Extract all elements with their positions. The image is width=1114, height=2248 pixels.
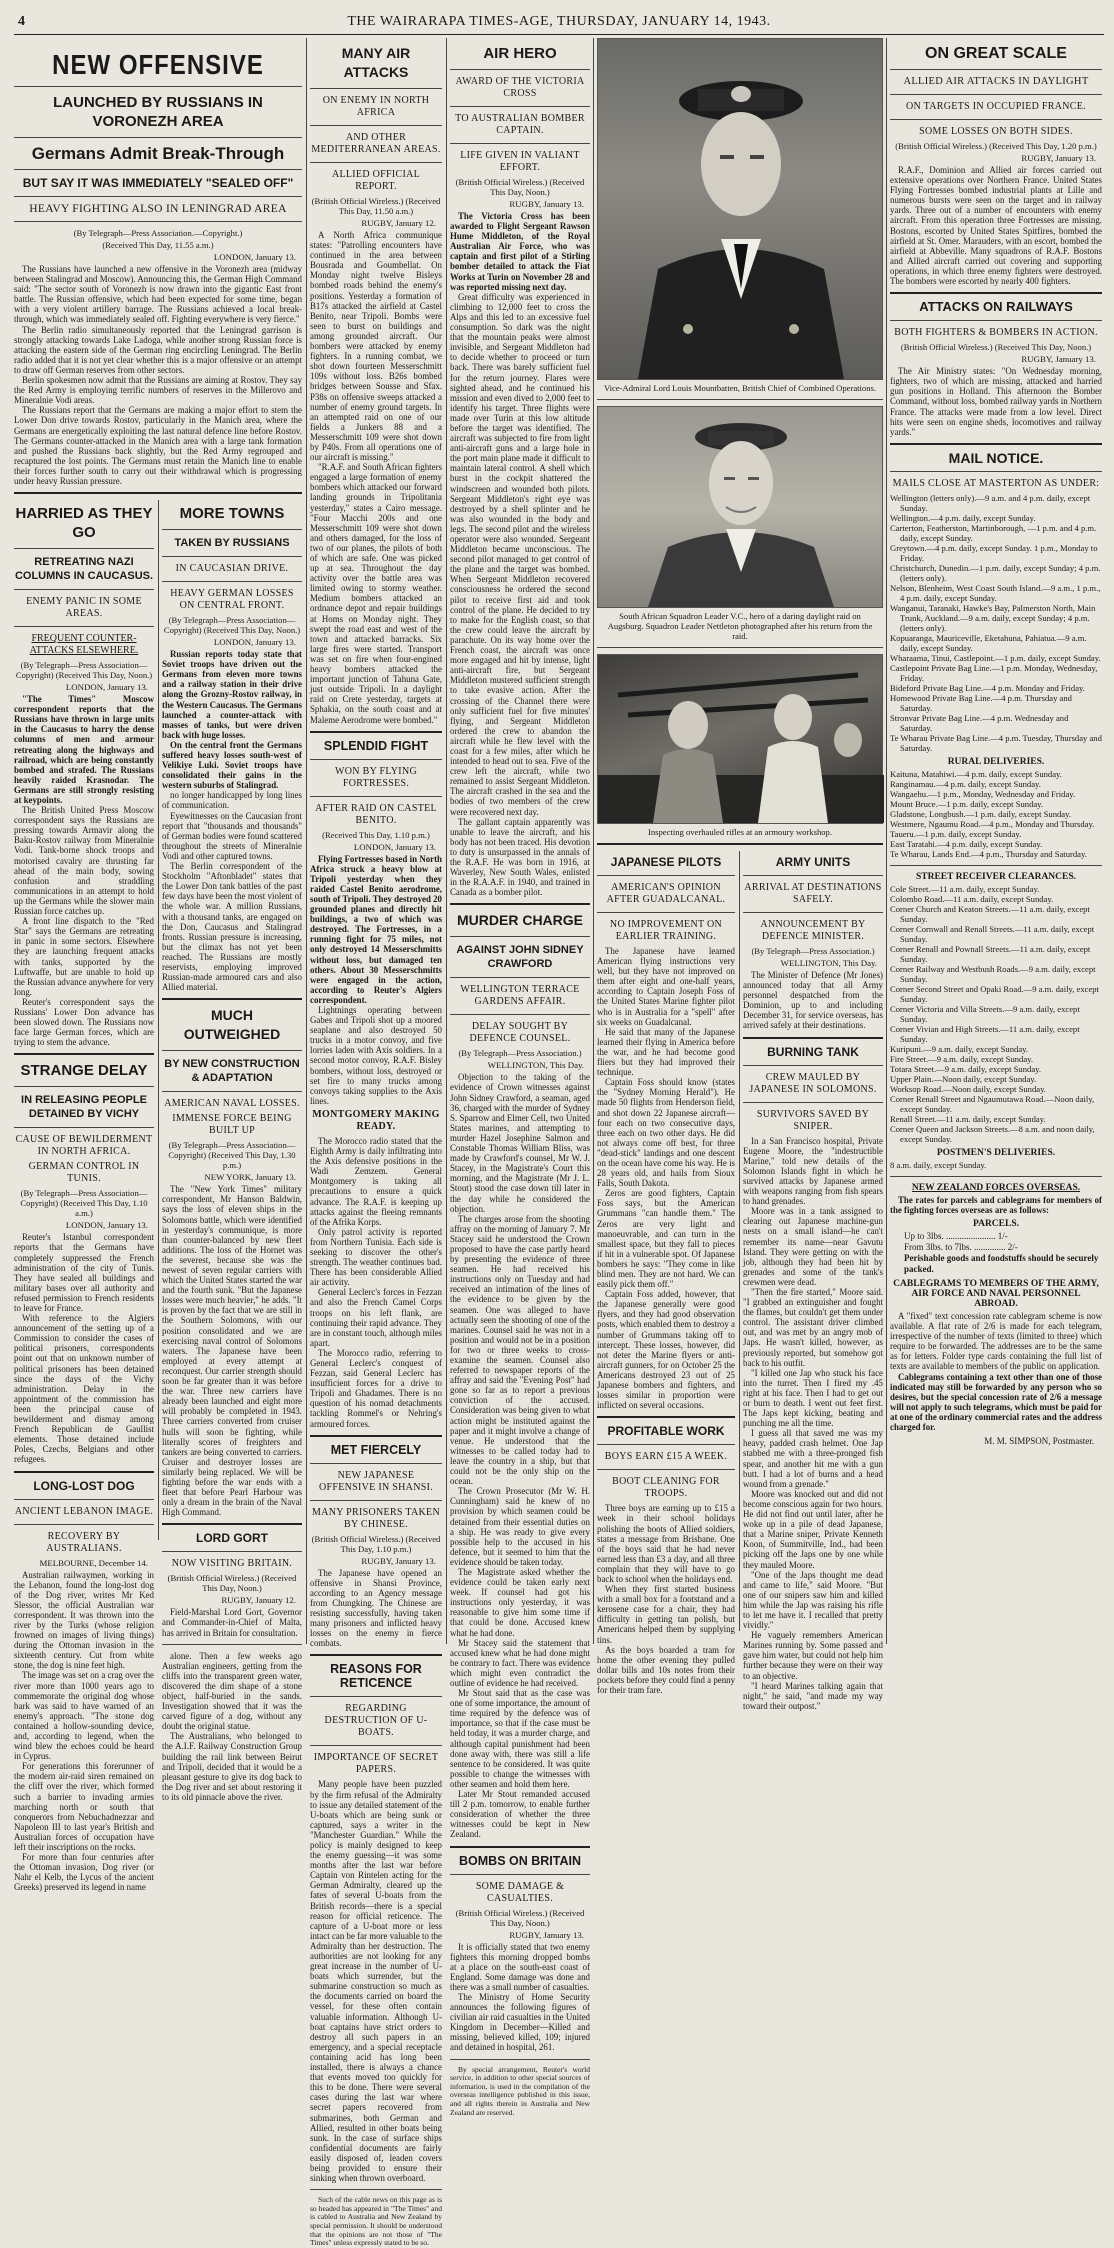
towns-paragraph: Russian reports today state that Soviet troops have driven out the Germans from eleven more towns and a railway station in their drive along the Grozny-Rostov railway, in the Western Caucasus. The Germans launched a counter-attack with masses of tanks, but were driven back with huge losses. (162, 649, 302, 740)
lead-dateline: LONDON, January 13. (213, 252, 296, 262)
harried-paragraph: "The Times" Moscow correspondent reports that the Russians have thrown in large units in the Caucasus to harry the dense columns of men and armour retreating along the highways and railroad, which are being constantly bombed and strafed. The Russians heavily raided Krasnodar. The Germans are still strongly resisting at keypoints. (14, 694, 154, 805)
street-entry: Corner Railway and Westbush Roads.—9 a.m. daily, except Sunday. (890, 963, 1096, 984)
burning-tank-paragraph: Moore was knocked out and did not become conscious again for two hours. He did not find out until later, after he woke up in a pile of dead Japanese, that a Marine sniper, Private Kenneth Koon, of Summitville, Ind., had been picking off the Japs one by one while they mauled Moore. (743, 1488, 883, 1570)
met-fiercely-dateline: RUGBY, January 13. (361, 1555, 436, 1566)
cable-paragraph: Cablegrams containing a text other than one of those indicated may still be forwarded by any person who so desires, but the special concession rate of 2/6 a message will not apply to such telegrams, which must be paid for at one of the ordinary commercial rates and the address charged for. (890, 1371, 1102, 1432)
lead-paragraph: The Berlin radio simultaneously reported that the Leningrad garrison is strongly attacking towards Lake Ladoga, while another strong Russian force is attacking the eastern side of the German ring encircling Leningrad. The Berlin radio added that it is not yet clear whether this is a major offensive or an attempt to draw off German reserves from other sectors. (14, 324, 302, 375)
murder-paragraph: Later Mr Stout remanded accused till 2 p.m. tomorrow, to enable further consideration of whether the three witnesses could be kept in New Zealand. (450, 1789, 590, 1840)
mail-entry: Te Wharau Private Bag Line.—4 p.m. Tuesday, Thursday and Saturday. (890, 732, 1102, 753)
lead-credit: (By Telegraph—Press Association.—Copyright.) (73, 228, 243, 238)
street-entry: Cole Street.—11 a.m. daily, except Sunday. (890, 883, 1040, 894)
air-attacks-paragraph: A North Africa communique states: "Patrolling encounters have continued in the area between Bousrada and Goumbellat. On Monday night twelve Bisleys bombed roads behind the enemy's positions. Yesterday a formation of B17s attacked the airfield at Castel Benito, near Tripoli. Bombs were seen to burst on buildings and among grounded aircraft. Our bombers were attacked by enemy fighters. In a running combat, we shot down fourteen Messerschmitt 109s without loss. B26s bombed bridges between Sousse and Sfax. P38s on offensive sweeps attacked a number of enemy ground targets. In an attempted raid on one of our fields a Junkers 88 and a Messerschmitt 109 were shot down by P40s. From all operations one of our aircraft is missing." (310, 230, 442, 463)
strange-delay-article (14, 1061, 154, 1464)
lead-received: (Received This Day, 11.55 a.m.) (102, 240, 214, 250)
rural-entry: Westmere, Ngaumu Road.—4 p.m., Monday and Thursday. (890, 818, 1095, 829)
harried-deck-2: ENEMY PANIC IN SOME AREAS. (26, 596, 142, 620)
lead-deck-2: Germans Admit Break-Through (31, 144, 285, 163)
railways-deck-1: BOTH FIGHTERS & BOMBERS IN ACTION. (894, 327, 1098, 339)
outweighed-dateline: NEW YORK, January 13. (204, 1172, 296, 1183)
railways-credit: (British Official Wireless.) (Received This Day, Noon.) (900, 342, 1092, 353)
towns-cont-paragraph: no longer handicapped by long lines of communication. (162, 790, 302, 811)
air-attacks-deck-2: AND OTHER MEDITERRANEAN AREAS. (311, 132, 441, 155)
street-entry: Corner Church and Keaton Streets.—11 a.m. daily, except Sunday. (890, 903, 1090, 924)
mail-entry: Homewood Private Bag Line.—4 p.m. Thursday and Saturday. (890, 692, 1072, 713)
great-scale-headline: ON GREAT SCALE (925, 45, 1067, 62)
bombs-footnote: By special arrangement, Reuter's world service, in addition to other special sources of information, is used in the compilation of the overseas intelligence published in this issue, and all rights therein in Australia and New Zealand are reserved. (450, 2064, 590, 2117)
rural-entry: Te Wharau, Lands End.—4 p.m., Thursday and Saturday. (890, 848, 1087, 859)
air-hero-credit: (British Official Wireless.) (Received This Day, Noon.) (455, 177, 585, 197)
mail-entry: Wellington (letters only).—9 a.m. and 4 p.m. daily, except Sunday. (890, 492, 1091, 513)
murder-dateline: WELLINGTON, This Day. (487, 1060, 584, 1071)
towns-deck-2: IN CAUCASIAN DRIVE. (175, 563, 289, 575)
murder-paragraph: The charges arose from the shooting affray on the morning of January 7. Mr Stacey said he understood the Crown proposed to have the case partly heard by presenting the evidence of three seamen. He had received his instructions only on Tuesday and had received an intimation of the lines of the evidence to be given by the seamen. One was alleged to have actually seen the shooting of one of the marines. Counsel said he was not in a position and would not be in a position for two or three weeks to cross-examine the seamen. Counsel also referred to newspaper reports of the affray and said the "Evening Post" had gone so far as to report a previous conviction of the accused. Consideration was being given to what action might be instituted against the paper and it might involve a change of venue. He understood that the witnesses to be called today had to leave the country in a ship, but that could not be the only ship on the ocean. (450, 1213, 590, 1487)
burning-tank-paragraph: "I killed one Jap who stuck his face into the turret. Then I fired my .45 right at his face. Then I had to get out or burn to death. I went out feet first. The Japs kept kicking, beating and punching me all the time. (743, 1367, 883, 1429)
splendid-paragraph-2: General Leclerc's forces in Fezzan and also the French Camel Corps troops on his left flank, are continuing their rapid advance. They are in constant touch, although miles apart. (310, 1287, 442, 1348)
reticence-deck-2: IMPORTANCE OF SECRET PAPERS. (313, 1752, 439, 1776)
army-units-paragraph: The Minister of Defence (Mr Jones) announced today that all Army personnel despatched from the Dominion, up to and including December 31, for service overseas, has arrived safely at their destinations. (743, 970, 883, 1031)
burning-tank-paragraph: He vaguely remembers American Marines running by. Some passed and gave him water, but could not help him further because they were on their way to an objective. (743, 1630, 883, 1681)
rural-entry: East Taratahi.—4 p.m. daily, except Sunday. (890, 838, 1043, 849)
bombs-dateline: RUGBY, January 13. (509, 1929, 584, 1940)
murder-article (450, 911, 590, 1839)
strange-delay-paragraph: With reference to the Algiers announcement of the setting up of a Commission to consider the cases of political prisoners, correspondents point out that on unknown number of political prisoners has been detained since the days of the Vichy administration. Delay in the appointment of the commission has been the principal cause of bewilderment and dismay among French Republican de Gaullist elements. Those detained include Poles, Czechs, Belgians and other refugees. (14, 1313, 154, 1465)
photo-subcolumn-b (743, 851, 883, 1711)
rural-entry: Ranginamau.—4 p.m. daily, except Sunday. (890, 778, 1041, 789)
splendid-paragraph-2: Only patrol activity is reported from Northern Tunisia. Each side is seeking to discover the other's strength. The weather continues bad. There has been considerable Allied air activity. (310, 1226, 442, 1288)
column-rule (446, 38, 447, 1644)
great-scale-deck-2: ON TARGETS IN OCCUPIED FRANCE. (906, 101, 1086, 112)
street-entry: Fire Street.—9 a.m. daily, except Sunday. (890, 1053, 1034, 1064)
dog-paragraph: For generations this forerunner of the modern air-raid siren remained on the cliff over the river, which formed such a barrier to invading armies marching north or south that conquerors from Nebuchadnezzar and Napoleon III to last year's British and Australian forces of occupation have left their inscriptions on the rocks. (14, 1761, 154, 1853)
air-hero-paragraph: The gallant captain apparently was unable to leave the aircraft, and his body has not been traced. His devotion to duty is unsurpassed in the annals of the R.A.F. He was born in 1916, at Waverley, New South Wales, enlisted in the R.A.A.F. in 1940, and trained in Canada as a bomber pilot. (450, 816, 590, 898)
harried-article (14, 504, 154, 1047)
street-entry: Corner Victoria and Villa Streets.—9 a.m. daily, except Sunday. (890, 1003, 1080, 1024)
japanese-pilots-headline: JAPANESE PILOTS (610, 855, 722, 869)
strange-delay-deck-1: IN RELEASING PEOPLE DETAINED BY VICHY (21, 1094, 147, 1121)
reticence-headline: REASONS FOR RETICENCE (330, 1662, 422, 1691)
cable-paragraph: A "fixed" text concession rate cablegram scheme is now available. A flat rate of 2/6 is made for each telegram, irrespective of the number of texts (limited to three) which require to be forwarded. The addresses are to be the same as for letters. Folder type cards containing the full list of texts are available to members of the public on application. (890, 1310, 1102, 1372)
bombs-credit: (British Official Wireless.) (Received This Day, Noon.) (455, 1907, 585, 1928)
gort-paragraph: Field-Marshal Lord Gort, Governor and Commander-in-Chief of Malta, has arrived in Britain for consultation. (162, 1607, 302, 1638)
murder-deck-1: AGAINST JOHN SIDNEY CRAWFORD (456, 944, 584, 971)
army-units-credit: (By Telegraph—Press Association.) (751, 946, 875, 956)
mail-entry: Christchurch, Dunedin.—1 p.m. daily, except Sunday; 4 p.m. (letters only). (890, 562, 1101, 583)
masthead (14, 12, 1104, 35)
outweighed-deck-3: IMMENSE FORCE BEING BUILT UP (172, 1113, 292, 1137)
outweighed-deck-2: AMERICAN NAVAL LOSSES. (164, 1098, 300, 1110)
splendid-subhead: MONTGOMERY MAKING READY. (312, 1108, 440, 1132)
burning-tank-paragraph: "One of the Japs thought me dead and came to life," said Moore. "But one of our snipers saw him and killed him while the Jap was raising his rifle to let me have it. I recalled that pretty vividly." (743, 1569, 883, 1631)
towns-article (162, 504, 302, 992)
towns-dateline: LONDON, January 13. (213, 637, 296, 648)
mountbatten-caption: Vice-Admiral Lord Louis Mountbatten, British Chief of Combined Operations. (603, 383, 877, 393)
lead-deck-3: BUT SAY IT WAS IMMEDIATELY "SEALED OFF" (22, 176, 294, 190)
profitable-deck-2: BOOT CLEANING FOR TROOPS. (612, 1476, 720, 1500)
outweighed-credit: (By Telegraph—Press Association—Copyright) (Received This Day, 1.30 p.m.) (168, 1140, 296, 1171)
towns-deck-3: HEAVY GERMAN LOSSES ON CENTRAL FRONT. (170, 588, 294, 612)
met-fiercely-deck-1: NEW JAPANESE OFFENSIVE IN SHANSI. (318, 1469, 434, 1493)
air-hero-lead-paragraph: The Victoria Cross has been awarded to Flight Sergeant Rawson Hume Middleton, of the Royal Australian Air Force, who was captain and first pilot of a Stirling bomber detailed to attack the Fiat Works at Turin on November 28 and was reported missing next day. (450, 211, 590, 292)
murder-paragraph: The Magistrate asked whether the evidence could be taken early next week. If counsel had got his instructions only yesterday, it was reasonable to give him some time if that could be done. Accused knew what he had done. (450, 1566, 590, 1638)
bombs-paragraph: The Ministry of Home Security announces the following figures of civilian air raid casualties in the United Kingdom in December—Killed and missing, believed killed, 109; injured and detained in hospital, 261. (450, 1991, 590, 2053)
rural-entry: Taueru.—1 p.m. daily, except Sunday. (890, 828, 1022, 839)
harried-dateline: LONDON, January 13. (65, 682, 148, 693)
japanese-pilots-paragraph: He said that many of the Japanese learned their flying in America before the war, and he had become good fliers but they had improved their technique. (597, 1026, 735, 1078)
newspaper-title: THE WAIRARAPA TIMES-AGE, THURSDAY, JANUARY 14, 1943. (347, 14, 771, 29)
lead-deck-1: LAUNCHED BY RUSSIANS IN VORONEZH AREA (53, 94, 263, 130)
lord-gort-article (162, 1531, 302, 1637)
portrait-figure-icon (598, 39, 884, 379)
outweighed-headline: MUCH OUTWEIGHED (183, 1007, 281, 1043)
towns-cont-paragraph: Eyewitnesses on the Caucasian front report that "thousands and thousands" of German bodies were found scattered throughout the streets of Mineralnie Vodi and other captured towns. (162, 810, 302, 861)
air-attacks-paragraph: "R.A.F. and South African fighters engaged a large formation of enemy bombers which attacked our forward landing grounds in Tripolitania yesterday," states a Cairo message. "Four Macchi 200s and one Messerschmitt 109 were shot down and others damaged, for the loss of two of our planes, the pilots of both of which are safe. One was picked up at sea. Throughout the day activity over the battle area was limited owing to stormy weather. Medium bombers attacked an ordnance depot and repair buildings at Homs on Monday night. They swept the road east and west of the town and attacked barracks. Six large fires were started. Transport was set on fire when four-engined heavy bombers attacked the important junction of Tahuna Gate, just outside Tripoli. In a daylight raid on Crete yesterday, targets at Sphakia, on the south coast and at Maleme Aerodrome were bombed." (310, 462, 442, 725)
mail-entry: Carterton, Featherston, Martinborough, —1 p.m. and 4 p.m. daily, except Sunday. (890, 522, 1097, 543)
rural-entry: Mount Bruce.—1 p.m. daily, except Sunday. (890, 798, 1044, 809)
bombs-paragraph: It is officially stated that two enemy fighters this morning dropped bombs at a place on the south-east coast of England. Some damage was done and there was a small number of casualties. (450, 1941, 590, 1992)
street-entry: Totara Street.—9 a.m. daily, except Sunday. (890, 1063, 1042, 1074)
met-fiercely-deck-2: MANY PRISONERS TAKEN BY CHINESE. (312, 1506, 440, 1530)
japanese-pilots-article (597, 855, 735, 1410)
strange-delay-paragraph: Reuter's Istanbul correspondent reports that the Germans have completely suppressed the French administration of the city of Tunis. They have sealed all buildings and military bases over all authority and refused permission to French residents to leave for France. (14, 1232, 154, 1313)
column-rule (886, 38, 887, 1644)
burning-tank-paragraph: "Then the fire started," Moore said. "I grabbed an extinguisher and fought the flames, but couldn't get them under control. The assistant driver climbed out, and was met by an angry mob of Japs. He wasn't killed, however, as previously reported, but somehow got back to his outfit. (743, 1286, 883, 1368)
japanese-pilots-deck-1: AMERICAN'S OPINION AFTER GUADALCANAL. (606, 882, 726, 905)
photo-column (597, 38, 883, 1711)
rural-title: RURAL DELIVERIES. (947, 756, 1045, 767)
outweighed-deck-1: BY NEW CONSTRUCTION & ADAPTATION (164, 1058, 300, 1085)
bombs-headline: BOMBS ON BRITAIN (459, 1853, 581, 1868)
subcolumn-b (162, 500, 302, 1802)
air-hero-headline: AIR HERO (483, 45, 557, 62)
army-units-dateline: WELLINGTON, This Day. (780, 958, 877, 968)
street-entry: Corner Queen and Jackson Streets.—8 a.m. and noon daily, except Sunday. (890, 1123, 1095, 1144)
street-entry: Colombo Road.—11 a.m. daily, except Sunday. (890, 893, 1054, 904)
harried-paragraph: Reuter's correspondent says the Russians' Lower Don advance has been slowed down. The Russians now face large German forces, which are trying to stem the advance. (14, 996, 154, 1048)
army-units-headline: ARMY UNITS (775, 855, 851, 869)
gort-credit: (British Official Wireless.) (Received This Day, Noon.) (167, 1573, 297, 1594)
reticence-paragraph: Many people have been puzzled by the firm refusal of the Admiralty to issue any detailed statement of the U-boats which are being sunk or captured, says a writer in the "Manchester Guardian." While the policy is mainly designed to keep the enemy guessing—it was some months after the last war before Captain von Rintelen acting for the German Admiralty, cleared up the fates of several U-boats from the British records—there is a special reason for official reticence. The capture of a U-boat more or less intact can be far more valuable to the Admiralty than her destruction. The authorities are not looking for any great increase in the number of U-boats which surrender, but the submarine construction so much as the documents carried on board the vessel, for these often contain valuable information. Although U-boat captains have strict orders to destroy all such papers in an emergency, and a special receptacle containing acid has long been installed, there is always a chance that events moved too quickly for this to be done. There were several cases during the last war where secret papers recovered from submarines, both German and Allied, resulted in other boats being sunk. In the case of surface ships confidential documents are fairly easily disposed of, leaden covers being provided to ensure their sinking when thrown overboard. (310, 1779, 442, 2184)
splendid-dateline: LONDON, January 13. (353, 841, 436, 852)
japanese-pilots-paragraph: The Japanese have learned American flying instructions very well, but they have not improved on them after eight and one-half years, according to Captain Joseph Foss of the United States Marine fighter pilot who is in Australia for a "spell" after six weeks on Guadalcanal. (597, 946, 735, 1027)
met-fiercely-paragraph: The Japanese have opened an offensive in Shansi Province, according to an Agency message from Chungking. The Chinese are resisting successfully, having taken many prisoners and inflicted heavy losses on the enemy in fierce combats. (310, 1567, 442, 1649)
postmen-title: POSTMEN'S DELIVERIES. (936, 1147, 1056, 1158)
towns-headline: MORE TOWNS (179, 505, 285, 523)
strange-delay-dateline: LONDON, January 13. (65, 1220, 148, 1231)
mountbatten-photo (597, 38, 883, 380)
workshop-caption: Inspecting overhauled rifles at an armoury workshop. (648, 827, 832, 837)
mail-entry: Nelson, Blenheim, West Coast South Island.—9 a.m., 1 p.m., 4 p.m. daily, except Sunday. (890, 582, 1101, 603)
parcels-title: PARCELS. (972, 1218, 1019, 1229)
rate-line: From 3lbs. to 7lbs. .............. 2/- (904, 1241, 1018, 1252)
harried-paragraph: A front line dispatch to the "Red Star" says the Germans are retreating in panic in some sectors. Elsewhere they are launching frequent attacks with tanks, supported by the Luftwaffe, but are unable to hold up the Russian advance anywhere for very long. (14, 916, 154, 997)
rural-entry: Gladstone, Longbush.—1 p.m. daily, except Sunday. (890, 808, 1071, 819)
profitable-headline: PROFITABLE WORK (607, 1424, 725, 1439)
rate-line: Up to 3lbs. ...................... 1/- (904, 1230, 1008, 1241)
splendid-deck-2: AFTER RAID ON CASTEL BENITO. (315, 802, 437, 826)
air-attacks-dateline: RUGBY, January 12. (361, 218, 436, 228)
subcolumn-a (14, 500, 154, 1893)
column-rule (306, 38, 307, 1644)
great-scale-paragraph: R.A.F., Dominion and Allied air forces carried out extensive operations over Northern France. United States Flying Fortresses bombed industrial plants at Lille and numerous bursts were seen on the target and in railway yards. Three out of a number of encounters with enemy aircraft. From this operation three Fortresses are missing. Bostons, escorted by United States Spitfires, bombed the airfield at St. Omer. Marauders, with an escort, bombed the airfield at Abbeville. Many squadrons of R.A.F. Bostons and Allied aircraft carried out covering and supporting operations, in which three enemy fighters were destroyed. The bombers were escorted by nearly 400 fighters. (890, 165, 1102, 287)
left-block (14, 38, 302, 1893)
overseas-intro: The rates for parcels and cablegrams for members of the fighting forces overseas are as follows: (890, 1194, 1102, 1215)
army-units-article (743, 855, 883, 1031)
gort-deck-1: NOW VISITING BRITAIN. (171, 1558, 293, 1570)
harried-paragraph: The British United Press Moscow correspondent says the Russians are pressing towards Armavir along the Baku-Rostov railway from Mineralnie Vodi. Tank-borne shock troops and motorised cavalry are thrusting far ahead of the main body, sowing confusion and straddling communications in an attempt to hold up the Germans while the slower main Russian force catches up. (14, 805, 154, 917)
reticence-footnote: Such of the cable news on this page as is so headed has appeared in "The Times" and is cabled to Australia and New Zealand by special permission. It should be understood that the opinions are not those of "The Times" unless expressly stated to be so. (310, 2195, 442, 2248)
splendid-paragraph: Flying Fortresses based in North Africa struck a heavy blow at Tripoli yesterday when they raided Castel Benito aerodrome, south of Tripoli. They destroyed 20 grounded planes and directly hit buildings, a two of which was destroyed. The Fortresses, in a running fight for 75 miles, not only destroyed 14 Messerschmitts without loss, but damaged ten others. About 30 Messerschmitts were engaged in the action, according to Reuter's Algiers correspondent. (310, 853, 442, 1005)
street-title: STREET RECEIVER CLEARANCES. (915, 871, 1077, 882)
japanese-pilots-deck-2: NO IMPROVEMENT ON EARLIER TRAINING. (609, 919, 723, 942)
mail-deck-1: MAILS CLOSE AT MASTERTON AS UNDER: (892, 477, 1100, 489)
japanese-pilots-paragraph: Captain Foss added, however, that the Japanese generally were good flyers, and they had good observation posts, which enabled them to destroy a number of Grummans taking off to intercept. These losses, however, did not deter the Marine flyers or anti-aircraft gunners, for on October 25 the Americans destroyed 23 out of 25 Japanese bombers and fighters, and losses similar in proportion were inflicted on several occasions. (597, 1289, 735, 1411)
street-entry: Corner Renall and Pownall Streets.—11 a.m. daily, except Sunday. (890, 943, 1091, 964)
murder-deck-3: DELAY SOUGHT BY DEFENCE COUNSEL. (469, 1021, 571, 1045)
harried-headline: HARRIED AS THEY GO (15, 505, 153, 542)
lead-paragraph: Berlin spokesmen now admit that the Russians are aiming at Rostov. They say the Red Army is employing terrific numbers of reserves in the Millerovo and Mineralnie Vodi areas. (14, 375, 302, 406)
dog-dateline: MELBOURNE, December 14. (39, 1557, 148, 1568)
outweighed-article (162, 1006, 302, 1517)
splendid-paragraph-2: The Morocco radio stated that the Eighth Army is daily infiltrating into the Axis defensive positions in the Wadi Zemzem. General Montgomery is taking all precautions to ensure a quick advance. The R.A.F. is keeping up attacks against the fleeing remnants of the Afrika Korps. (310, 1135, 442, 1227)
dog-cont-paragraph: The Australians, who belonged to the A.I.F. Railway Construction Group building the rail link between Beirut and Tripoli, decided that it would be a pleasant gesture to give its dog back to the Dog river and set about restoring it to its old pinnacle above the river. (162, 1731, 302, 1802)
reticence-article (310, 1662, 442, 2247)
mail-entry: Wanganui, Taranaki, Hawke's Bay, Palmerston North, Main Trunk, Auckland.—9 a.m. daily, except Sunday; 4 p.m. (letters only). (890, 602, 1096, 633)
rate-line: Perishable goods and foodstuffs should be securely packed. (904, 1252, 1099, 1274)
mail-entry: Kopuaranga, Mauriceville, Eketahuna, Pahiatua.—9 a.m. daily, except Sunday. (890, 632, 1087, 653)
mail-headline: MAIL NOTICE. (948, 449, 1044, 466)
burning-tank-headline: BURNING TANK (767, 1044, 859, 1059)
rural-entry: Wangaehu.—1 p.m., Monday, Wednesday and Friday. (890, 788, 1076, 799)
street-entry: Corner Renall Street and Ngaumutawa Road.—Noon daily, except Sunday. (890, 1093, 1095, 1114)
railways-dateline: RUGBY, January 13. (1021, 354, 1096, 365)
right-column (890, 38, 1102, 1644)
towns-deck-1: TAKEN BY RUSSIANS (174, 537, 290, 550)
burning-tank-paragraph: In a San Francisco hospital, Private Eugene Moore, the "indestructible Marine," told new details of the Solomon Islands fight in which he survived attacks by Japanese armed with weapons ranging from fish spears to hand grenades. (743, 1135, 883, 1207)
workshop-photo (597, 654, 883, 824)
air-hero-paragraph: Great difficulty was experienced in climbing to 12,000 feet to cross the Alps and this led to an excessive fuel consumption. So dark was the night that the mountain peaks were almost invisible, and Sergeant Middleton had to decide whether to proceed or turn back. There was barely sufficient fuel for the return journey. Flares were sighted ahead, and he continued his mission and even dived to 2,000 feet to identify his target. Three flights were made over Turin at this low altitude before the target was identified. The aircraft was subjected to fire from light anti-aircraft guns and a large hole in the port main plane made it difficult to maintain lateral control. A shell which burst in the cockpit shattered the windscreen and wounded both pilots. Sergeant Middleton's right eye was destroyed by a shell splinter and he was also wounded in the body and legs. The second pilot and the wireless operator were also wounded. Sergeant Middleton became unconscious. The second pilot managed to get control of the plane and the target was bombed. When Sergeant Middleton recovered consciousness he ordered the second pilot to receive first aid and took control of the plane. He decided to try to make for the English coast, so that the crew could leave the aircraft by parachute. On its way home over the French coast, the aircraft was once more engaged and hit by intense, light anti-aircraft fire, but Sergeant Middleton mustered sufficient strength to take evasive action. After the crossing of the Channel there were only sufficient fuel for five minutes' flying, and Sergeant Middleton ordered the crew to abandon the aircraft while he flew level with the coast for a few miles, after which he intended to head out to sea. Five of the crew left the aircraft, while two remained to assist Sergeant Middleton. The aircraft crashed in the sea and the bodies of two members of the crew were recovered next day. (450, 291, 590, 817)
burning-tank-paragraph: "I heard Marines talking again that night," he said, "and made my way toward their outpost." (743, 1680, 883, 1711)
street-entry: Kuripuni.—9 a.m. daily, except Sunday. (890, 1043, 1029, 1054)
cable-title: CABLEGRAMS TO MEMBERS OF THE ARMY, AIR FORCE AND NAVAL PERSONNEL ABROAD. (893, 1278, 1099, 1309)
column-3 (310, 38, 442, 2248)
column-4 (450, 38, 590, 2117)
street-entry: Corner Second Street and Opaki Road.—9 a.m. daily, except Sunday. (890, 983, 1099, 1004)
lead-article (14, 49, 302, 486)
page-number: 4 (18, 14, 25, 29)
dog-paragraph: Australian railwaymen, working in the Lebanon, found the long-lost dog of the Dog river, writes Mr Ked Slessor, the official Australian war correspondent. It was thrown into the river by the Turks (whose religion frowned on images of living things) during the Ottoman invasion in the sixteenth century. Cut from white stone, the dog is nine feet high. (14, 1569, 154, 1671)
reticence-deck-1: REGARDING DESTRUCTION OF U-BOATS. (324, 1703, 428, 1739)
splendid-deck-1: WON BY FLYING FORTRESSES. (335, 765, 417, 789)
murder-paragraph: Mr Stacey said the statement that accused knew what he had done might be contrary to fact. There was evidence which might even contradict the outline of evidence he had received. (450, 1637, 590, 1688)
bombs-article (450, 1854, 590, 2118)
street-entry: Corner Vivian and High Streets.—11 a.m. daily, except Sunday. (890, 1023, 1080, 1044)
mail-entry: Stronvar Private Bag Line.—4 p.m. Wednesday and Saturday. (890, 712, 1069, 733)
street-entry: Worksop Road.—Noon daily, except Sunday. (890, 1083, 1046, 1094)
air-hero-deck-3: LIFE GIVEN IN VALIANT EFFORT. (460, 150, 580, 173)
burning-tank-paragraph: I guess all that saved me was my heavy, padded crash helmet. One Jap stabbed me with a three-pronged fish spear, and another hit me with a gun butt. I had a lot of burns and a head wound from a grenade." (743, 1428, 883, 1489)
profitable-paragraph: As the boys boarded a tram for home the other evening they pulled dollar bills and 10s notes from their pockets before they could find a penny for their tram fare. (597, 1644, 736, 1695)
burning-tank-article (743, 1045, 883, 1711)
bombs-deck-1: SOME DAMAGE & CASUALTIES. (475, 1880, 565, 1904)
great-scale-deck-3: SOME LOSSES ON BOTH SIDES. (919, 126, 1073, 137)
air-hero-dateline: RUGBY, January 13. (509, 199, 584, 209)
army-units-deck-1: ARRIVAL AT DESTINATIONS SAFELY. (744, 882, 882, 905)
murder-deck-2: WELLINGTON TERRACE GARDENS AFFAIR. (460, 984, 580, 1008)
japanese-pilots-paragraph: Captain Foss should know (states the "Sydney Morning Herald"). He made 50 flights from Henderson field, and shot down 22 Japanese aircraft—four each on two consecutive days, three each on two other days. He did not always come off best, for three "dead-stick" landings and one descent on the ocean have come his way. He is 28 years old, and hails from Sioux Falls, South Dakota. (597, 1077, 735, 1189)
splendid-credit: (Received This Day, 1.10 p.m.) (322, 829, 430, 840)
postmen-entry: 8 a.m. daily, except Sunday. (890, 1159, 987, 1170)
overseas-title: NEW ZEALAND FORCES OVERSEAS. (911, 1182, 1081, 1193)
splendid-headline: SPLENDID FIGHT (323, 738, 429, 753)
railways-paragraph: The Air Ministry states: "On Wednesday morning, fighters, two of which are missing, attacked and harried gun positions in Holland. This afternoon the Bomber Command, without loss, bombed railway yards in Northern France. The attacks were made from a low level. Direct hits were seen on engine sheds, locomotives and railway yards." (890, 366, 1102, 437)
rural-entry: Kaituna, Matahiwi.—4 p.m. daily, except Sunday. (890, 768, 1062, 779)
airman-figure-icon (598, 407, 884, 607)
burning-tank-paragraph: Moore was in a tank assigned to clearing out Japanese machine-gun nests on a small island—he can't remember its name—near Gavutu Island. They were getting on with the job, although they had been hit by grenades and some of the tank's crewmen were dead. (743, 1206, 883, 1287)
great-scale-credit: (British Official Wireless.) (Received This Day, 1.20 p.m.) (895, 141, 1097, 151)
met-fiercely-credit: (British Official Wireless.) (Received This Day, 1.10 p.m.) (311, 1533, 441, 1554)
murder-credit: (By Telegraph—Press Association.) (458, 1048, 582, 1059)
mail-notice (890, 451, 1102, 1446)
murder-headline: MURDER CHARGE (457, 912, 583, 929)
railways-article (890, 300, 1102, 437)
burning-tank-deck-1: CREW MAULED BY JAPANESE IN SOLOMONS. (749, 1071, 877, 1095)
street-entry: Corner Cornwall and Renall Streets.—11 a.m. daily, except Sunday. (890, 923, 1095, 944)
harried-credit: (By Telegraph—Press Association—Copyright) (Received This Day, Noon.) (15, 660, 153, 681)
air-attacks-deck-1: ON ENEMY IN NORTH AFRICA (322, 95, 430, 118)
strange-delay-credit: (By Telegraph—Press Association—Copyright) (Received This Day, 1.10 a.m.) (20, 1188, 148, 1219)
air-attacks-article (310, 44, 442, 725)
street-entry: Upper Plain.—Noon daily, except Sunday. (890, 1073, 1037, 1084)
mail-entry: Wharaama, Tinui, Castlepoint.—1 p.m. daily, except Sunday. (890, 652, 1101, 663)
mail-entry: Castlepoint Private Bag Line.—1 p.m. Monday, Wednesday, Friday. (890, 662, 1098, 683)
strange-delay-headline: STRANGE DELAY (20, 1062, 148, 1080)
strange-delay-deck-3: GERMAN CONTROL IN TUNIS. (28, 1161, 140, 1185)
dog-deck-1: ANCIENT LEBANON IMAGE. (14, 1505, 154, 1517)
column-rule (593, 38, 594, 1644)
dog-paragraph: For more than four centuries after the Ottoman invasion, Dog river (or Nahr el Kelb, the Lycus of the ancient Greeks) preserved its legend in name (14, 1852, 154, 1893)
lead-headline: NEW OFFENSIVE (52, 49, 264, 81)
postmaster-signature: M. M. SIMPSON, Postmaster. (984, 1436, 1094, 1447)
splendid-article (310, 739, 442, 1429)
army-units-deck-2: ANNOUNCEMENT BY DEFENCE MINISTER. (760, 919, 866, 942)
lead-paragraph: The Russians report that the Germans are making a major effort to stem the Lower Don drive towards Rostov, particularly in the Manich area, where the Germans are energetically exploiting the last natural defence line before Rostov. The Germans counter-attacked in the Manich area with a large tank formation and pushed the Russians back slightly, but the Red Army regrouped and recaptured the lost points. The Germans must retain the Manich line to enable their forces further south to carry out their withdrawal which is progressing under heavy Russian pressure. (14, 405, 302, 486)
met-fiercely-article (310, 1443, 442, 1649)
gort-dateline: RUGBY, January 12. (221, 1595, 296, 1606)
murder-paragraph: The Crown Prosecutor (Mr W. H. Cunningham) said he knew of no provision by which seamen could be detained from their essential duties on a ship. He was ready to give every possible help to the accused in his defence, but it seemed to him that the evidence should be taken today. (450, 1486, 590, 1567)
profitable-paragraph: Three boys are earning up to £15 a week in their school holidays polishing the boots of Allied soldiers, states a message from Brisbane. One of the boys said that he had never earned less than £3 a day, and all three complain that they will have to go back to school when the holidays end. (597, 1503, 735, 1584)
dog-cont-paragraph: alone. Then a few weeks ago Australian engineers, getting from the cliffs into the transparent green water, discovered the dim shape of a stone object, half-buried in the sands. Investigation showed that it was the carved figure of a dog, without any doubt the original statue. (162, 1650, 302, 1732)
air-attacks-deck-3: ALLIED OFFICIAL REPORT. (331, 169, 421, 192)
towns-credit: (By Telegraph—Press Association—Copyright) (Received This Day, Noon.) (163, 615, 301, 636)
splendid-paragraph-2: The Morocco radio, referring to General Leclerc's conquest of Fezzan, said General Leclerc has insufficient forces for a drive to Tripoli and Ghadames. There is no question of his nomad detachments tackling Rommel's or Nehring's armoured forces. (310, 1347, 442, 1429)
workshop-scene-icon (598, 655, 884, 823)
great-scale-dateline: RUGBY, January 13. (1021, 153, 1096, 163)
lead-deck-4: HEAVY FIGHTING ALSO IN LENINGRAD AREA (29, 203, 287, 215)
air-hero-deck-2: TO AUSTRALIAN BOMBER CAPTAIN. (455, 113, 585, 136)
dog-deck-2: RECOVERY BY AUSTRALIANS. (46, 1530, 122, 1554)
street-entry: Renall Street.—11 a.m. daily, except Sunday. (890, 1113, 1046, 1124)
dog-headline: LONG-LOST DOG (33, 1478, 135, 1493)
profitable-paragraph: When they first started business with a small box for a footstand and a kerosene case for a chair, they had difficulty in getting tan polish, but Americans helped them by supplying tins. (597, 1584, 735, 1645)
splendid-paragraph: Lightnings operating between Gabes and Tripoli shot up a moored seaplane and also destroyed 50 trucks in a motor convoy, and five lorries laden with Axis soldiers. In a second motor convoy, R.A.F. Bisley bombers, without loss, destroyed or set fire to many trucks among convoys taking supplies to the Axis lines. (310, 1005, 442, 1106)
strange-delay-deck-2: CAUSE OF BEWILDERMENT IN NORTH AFRICA. (15, 1134, 153, 1158)
murder-paragraph: Mr Stout said that as the case was one of some importance, the amount of time required by the defence was of importance, so that if the case must be held today, it was a murder charge, and although capital punishment had been done away with, there was still a life sentence to be considered. It was quite possible to change the witnesses with other seamen and hold them here. (450, 1688, 590, 1789)
mail-entry: Wellington.—4 p.m. daily, except Sunday. (890, 512, 1036, 523)
long-lost-dog-article (14, 1479, 154, 1893)
air-attacks-credit: (British Official Wireless.) (Received This Day, 11.50 a.m.) (311, 196, 441, 216)
great-scale-deck-1: ALLIED AIR ATTACKS IN DAYLIGHT (903, 76, 1089, 87)
outweighed-paragraph: The "New York Times" military correspondent, Mr Hanson Baldwin, says the loss of eleven ships in the Solomons battle, which were identified in yesterday's communique, is more than counter-balanced by new fleet additions. The loss of the Hornet was the severest, because she was the newest of seven regular carriers with which the United States started the war and the fourth sunk. "But the Japanese losses were much heavier," he adds. "It is proven by the fact that we are still in the Southern Solomons, with our position consolidated and we are exercising naval control of Solomons waters. The Japanese have been employed at every attempt at reconquest. Our carrier strength should soon be far greater than it was before the war. Three new carriers have already been launched and eight more will probably be completed in 1943. Three carriers converted from cruiser hulls will soon be fighting, while literally scores of freighters and tankers are being converted to carriers. Cruiser and destroyer losses are similarly being replaced. We will be fighting before the war ends with a fleet that before Pearl Harbour was only a dream in the brain of the Naval High Command. (162, 1184, 302, 1518)
met-fiercely-headline: MET FIERCELY (330, 1442, 422, 1457)
japanese-pilots-paragraph: Zeros are good fighters, Captain Foss says, but the American Grummans "can handle them." The Zeros are very light and manoeuvrable, and can turn in the smallest space, but they fall to pieces if hit in a vulnerable spot. Of Japanese bombers he says: "They come in like blind men. They are not hard. We can easily pick them off." (597, 1188, 735, 1290)
harried-deck-3: FREQUENT COUNTER-ATTACKS ELSEWHERE. (29, 633, 139, 657)
great-scale-article (890, 44, 1102, 286)
murder-paragraph: Objection to the taking of the evidence of Crown witnesses against John Sidney Crawford, a seaman, aged 36, charged with the murder of Sydney S. Sparrow and Elmer Cell, two United States marines, and attempting to murder Hazel Josephine Salmon and Constable Thomas William Bliss, was made by Crawford's counsel, Mr W. J. Stacey, in the Magistrate's Court this morning, and the Magistrate (Mr J. L. Stout) stood the case down till later in the day while he considered the objection. (450, 1072, 590, 1214)
dog-paragraph: The image was set on a crag over the river more than 1000 years ago to commemorate the original dog whose bark was said to have warned of an enemy's approach. "The stone dog contained a hollow-sounding device, and, according to legend, when the wind blew the echoes could be heard in Cyprus. (14, 1670, 154, 1762)
harried-deck-1: RETREATING NAZI COLUMNS IN CAUCASUS. (14, 556, 154, 583)
profitable-article (597, 1424, 735, 1695)
photo-subcolumn-a (597, 851, 736, 1695)
mail-entry: Greytown.—4 p.m. daily, except Sunday. 1 p.m., Monday to Friday. (890, 542, 1098, 563)
profitable-deck-1: BOYS EARN £15 A WEEK. (604, 1451, 728, 1463)
towns-cont-paragraph: The Berlin correspondent of the Stockholm "Aftonbladet" states that the Lower Don tank battles of the past few days have been the most violent of the whole war. A million Russians, with a thousand tanks, are engaged on the Don, Caucasus and Stalingrad fronts. Russian pressure is increasing, but the climax has not yet been reached. The Russians are mostly reservists, employing improved Russian-made armoured cars and also Allied material. (162, 861, 302, 993)
towns-paragraph: On the central front the Germans suffered heavy losses south-west of Velikiye Luki. Soviet troops have consolidated their gains in the western suburbs of Stalingrad. (162, 739, 302, 791)
airman-caption: South African Squadron Leader V.C., hero of a daring daylight raid on Augsburg. Squadron Leader Nettleton photographed after his return from the raid. (607, 611, 873, 641)
air-hero-deck-1: AWARD OF THE VICTORIA CROSS (455, 76, 585, 99)
mail-entry: Bideford Private Bag Line.—4 p.m. Monday and Friday. (890, 682, 1085, 693)
lead-paragraph: The Russians have launched a new offensive in the Voronezh area (midway between Stalingrad and Moscow). Announcing this, the German High Command said: "The sector south of Voronezh is now drawn into the gigantic East front battle. The Russian offensive, which had been expected for some time, began with a very violent artillery barrage. The Russians achieved a local break-through, which was immediately sealed off. Fighting everywhere is very fierce." (14, 264, 302, 325)
airman-photo (597, 406, 883, 608)
gort-headline: LORD GORT (196, 1531, 268, 1546)
air-hero-article (450, 44, 590, 897)
air-attacks-headline: MANY AIR ATTACKS (341, 45, 411, 80)
burning-tank-deck-2: SURVIVORS SAVED BY SNIPER. (756, 1108, 870, 1132)
railways-headline: ATTACKS ON RAILWAYS (919, 299, 1073, 315)
